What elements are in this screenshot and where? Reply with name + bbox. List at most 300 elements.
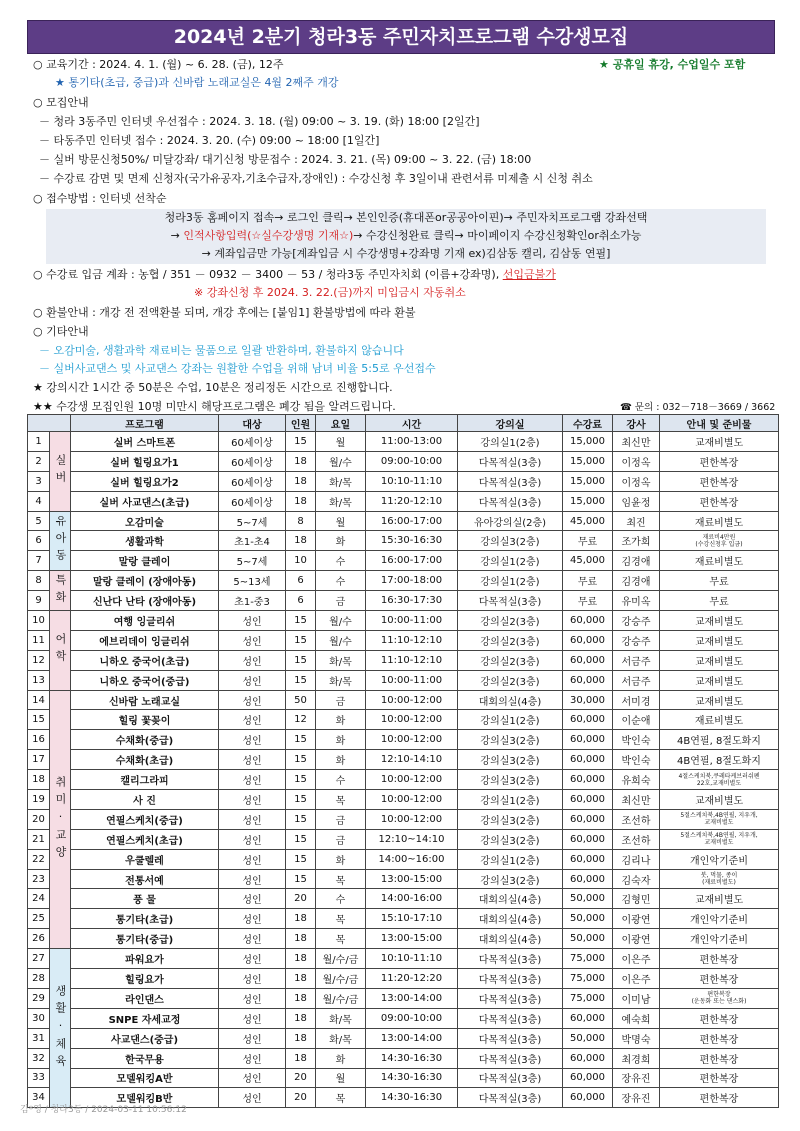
capacity: 18	[286, 969, 316, 989]
time: 14:00~16:00	[366, 849, 458, 869]
day: 수	[316, 571, 366, 591]
day: 화	[316, 849, 366, 869]
fee: 60,000	[563, 829, 613, 849]
fee: 75,000	[563, 949, 613, 969]
row-number: 17	[28, 750, 50, 770]
category-label: 취미·교양	[50, 690, 71, 949]
program-table	[27, 414, 779, 1108]
time: 16:30-17:30	[366, 591, 458, 611]
table-row	[28, 829, 779, 849]
program-name: 전통서예	[71, 869, 219, 889]
notes: 재료비별도	[660, 511, 779, 531]
day: 화/목	[316, 650, 366, 670]
notes: 4B연필, 8절도화지	[660, 730, 779, 750]
table-row	[28, 1008, 779, 1028]
day: 화/목	[316, 471, 366, 491]
guitar-note: ★ 통기타(초급, 중급)과 신바람 노래교실은 4월 2째주 개강	[55, 76, 339, 89]
target: 성인	[219, 1088, 286, 1108]
room: 대회의실(4층)	[458, 690, 563, 710]
instructor: 이광연	[613, 909, 660, 929]
time: 11:00-13:00	[366, 432, 458, 452]
program-name: 우쿨렐레	[71, 849, 219, 869]
capacity: 15	[286, 750, 316, 770]
program-name: 수채화(초급)	[71, 750, 219, 770]
row-number: 21	[28, 829, 50, 849]
row-number: 24	[28, 889, 50, 909]
target: 성인	[219, 1028, 286, 1048]
fee: 45,000	[563, 511, 613, 531]
time: 10:10-11:10	[366, 471, 458, 491]
header-blank	[28, 415, 71, 432]
capacity: 6	[286, 571, 316, 591]
day: 금	[316, 809, 366, 829]
time: 13:00-15:00	[366, 869, 458, 889]
fee: 60,000	[563, 849, 613, 869]
notes: 교재비별도	[660, 432, 779, 452]
etc-heading: ○ 기타안내	[33, 325, 89, 338]
row-number: 27	[28, 949, 50, 969]
notes: 교재비별도	[660, 690, 779, 710]
day: 화/목	[316, 491, 366, 511]
recruit-line: － 타동주민 인터넷 접수 : 2024. 3. 20. (수) 09:00 ~ 18:00 [1일간]	[39, 134, 380, 147]
target: 성인	[219, 790, 286, 810]
room: 대회의실(4층)	[458, 929, 563, 949]
recruit-heading: ○ 모집안내	[33, 96, 89, 109]
target: 성인	[219, 969, 286, 989]
fee: 60,000	[563, 611, 613, 631]
room: 강의실2(3층)	[458, 611, 563, 631]
capacity: 20	[286, 1088, 316, 1108]
fee: 45,000	[563, 551, 613, 571]
day: 목	[316, 929, 366, 949]
instructor: 서금주	[613, 650, 660, 670]
row-number: 14	[28, 690, 50, 710]
notes: 교재비별도	[660, 650, 779, 670]
header-fee: 수강료	[563, 415, 613, 432]
day: 화	[316, 1048, 366, 1068]
time: 13:00-14:00	[366, 1028, 458, 1048]
recruit-line: － 청라 3동주민 인터넷 우선접수 : 2024. 3. 18. (월) 09:00 ~ 3. 19. (화) 18:00 [2일간]	[39, 115, 480, 128]
time: 11:10-12:10	[366, 650, 458, 670]
room: 다목적실(3층)	[458, 1088, 563, 1108]
capacity: 18	[286, 471, 316, 491]
table-row	[28, 591, 779, 611]
table-row	[28, 869, 779, 889]
target: 성인	[219, 750, 286, 770]
notes: 편한복장	[660, 451, 779, 471]
instructor: 유미옥	[613, 591, 660, 611]
room: 유아강의실(2층)	[458, 511, 563, 531]
notes: 교재비별도	[660, 889, 779, 909]
header-time: 시간	[366, 415, 458, 432]
notes: 개인악기준비	[660, 849, 779, 869]
etc-line: － 오감미술, 생활과학 재료비는 물품으로 일괄 반환하며, 환불하지 않습니다	[39, 344, 404, 357]
category-label: 생활·체육	[50, 949, 71, 1108]
fee: 60,000	[563, 1088, 613, 1108]
program-name: 연필스케치(중급)	[71, 809, 219, 829]
table-row	[28, 650, 779, 670]
program-name: 캘리그라피	[71, 770, 219, 790]
room: 강의실3(2층)	[458, 730, 563, 750]
table-row	[28, 451, 779, 471]
fee: 60,000	[563, 750, 613, 770]
time: 14:30-16:30	[366, 1088, 458, 1108]
fee: 50,000	[563, 929, 613, 949]
day: 화/목	[316, 1008, 366, 1028]
table-row	[28, 491, 779, 511]
time: 10:00-11:00	[366, 670, 458, 690]
time: 16:00-17:00	[366, 511, 458, 531]
day: 월	[316, 432, 366, 452]
instructor: 박명숙	[613, 1028, 660, 1048]
apply-steps-box	[46, 209, 766, 264]
table-row	[28, 849, 779, 869]
header-target: 대상	[219, 415, 286, 432]
table-row	[28, 432, 779, 452]
instructor: 조선하	[613, 829, 660, 849]
notes: 편한복장	[660, 1068, 779, 1088]
instructor: 장유진	[613, 1068, 660, 1088]
target: 성인	[219, 1008, 286, 1028]
row-number: 8	[28, 571, 50, 591]
instructor: 김형민	[613, 889, 660, 909]
time: 10:00-11:00	[366, 611, 458, 631]
instructor: 최경희	[613, 1048, 660, 1068]
category-label: 특화	[50, 571, 71, 611]
notes: 편한복장	[660, 949, 779, 969]
program-name: 라인댄스	[71, 988, 219, 1008]
room: 다목적실(3층)	[458, 969, 563, 989]
capacity: 15	[286, 611, 316, 631]
time: 15:10-17:10	[366, 909, 458, 929]
instructor: 김경애	[613, 571, 660, 591]
header-program: 프로그램	[71, 415, 219, 432]
room: 강의실1(2층)	[458, 571, 563, 591]
instructor: 서미경	[613, 690, 660, 710]
row-number: 6	[28, 531, 50, 551]
target: 성인	[219, 829, 286, 849]
table-row	[28, 690, 779, 710]
room: 강의실2(3층)	[458, 650, 563, 670]
notes: 교재비별도	[660, 630, 779, 650]
table-body	[28, 432, 779, 1108]
time: 11:20-12:20	[366, 969, 458, 989]
time: 10:00-12:00	[366, 730, 458, 750]
day: 수	[316, 770, 366, 790]
time: 13:00-15:00	[366, 929, 458, 949]
program-name: 실버 힐링요가2	[71, 471, 219, 491]
time: 14:00-16:00	[366, 889, 458, 909]
row-number: 30	[28, 1008, 50, 1028]
notes: 재료비4만원 (수강신청후 입금)	[660, 531, 779, 551]
time: 10:00-12:00	[366, 790, 458, 810]
notes: 재료비별도	[660, 551, 779, 571]
target: 성인	[219, 1068, 286, 1088]
room: 다목적실(3층)	[458, 471, 563, 491]
day: 월/수/금	[316, 969, 366, 989]
row-number: 19	[28, 790, 50, 810]
table-row	[28, 531, 779, 551]
capacity: 18	[286, 531, 316, 551]
time: 15:30-16:30	[366, 531, 458, 551]
target: 60세이상	[219, 491, 286, 511]
time: 09:00-10:00	[366, 451, 458, 471]
target: 성인	[219, 710, 286, 730]
program-name: 실버 스마트폰	[71, 432, 219, 452]
capacity: 6	[286, 591, 316, 611]
row-number: 23	[28, 869, 50, 889]
notes: 붓, 먹물, 종이 (재료비별도)	[660, 869, 779, 889]
room: 다목적실(3층)	[458, 1048, 563, 1068]
day: 목	[316, 869, 366, 889]
recruit-line: － 실버 방문신청50%/ 미달강좌/ 대기신청 방문접수 : 2024. 3. 21. (목) 09:00 ~ 3. 22. (금) 18:00	[39, 153, 532, 166]
table-row	[28, 710, 779, 730]
room: 강의실3(2층)	[458, 770, 563, 790]
notes: 무료	[660, 571, 779, 591]
day: 목	[316, 1088, 366, 1108]
time: 14:30-16:30	[366, 1048, 458, 1068]
capacity: 18	[286, 909, 316, 929]
room: 다목적실(3층)	[458, 988, 563, 1008]
instructor: 이은주	[613, 969, 660, 989]
row-number: 18	[28, 770, 50, 790]
notes: 편한복장	[660, 969, 779, 989]
fee: 15,000	[563, 432, 613, 452]
target: 성인	[219, 670, 286, 690]
capacity: 18	[286, 1048, 316, 1068]
row-number: 15	[28, 710, 50, 730]
instructor: 장유진	[613, 1088, 660, 1108]
instructor: 유희숙	[613, 770, 660, 790]
table-row	[28, 730, 779, 750]
room: 다목적실(3층)	[458, 451, 563, 471]
notes: 편한복장	[660, 1048, 779, 1068]
table-header	[28, 415, 779, 432]
room: 강의실1(2층)	[458, 551, 563, 571]
table-row	[28, 750, 779, 770]
row-number: 20	[28, 809, 50, 829]
program-name: 니하오 중국어(초급)	[71, 650, 219, 670]
day: 월/수	[316, 611, 366, 631]
row-number: 10	[28, 611, 50, 631]
table-row	[28, 949, 779, 969]
time: 12:10-14:10	[366, 750, 458, 770]
room: 다목적실(3층)	[458, 949, 563, 969]
fee: 30,000	[563, 690, 613, 710]
day: 수	[316, 551, 366, 571]
table-row	[28, 571, 779, 591]
program-name: 신바람 노래교실	[71, 690, 219, 710]
fee: 60,000	[563, 710, 613, 730]
row-number: 22	[28, 849, 50, 869]
row-number: 11	[28, 630, 50, 650]
header-day: 요일	[316, 415, 366, 432]
program-name: 실버 힐링요가1	[71, 451, 219, 471]
time: 10:10-11:10	[366, 949, 458, 969]
time: 11:10-12:10	[366, 630, 458, 650]
fee: 무료	[563, 571, 613, 591]
recruit-line: － 수강료 감면 및 면제 신청자(국가유공자,기초수급자,장애인) : 수강신청 후 3일이내 관련서류 미제출 시 신청 취소	[39, 172, 593, 185]
room: 대회의실(4층)	[458, 909, 563, 929]
notes: 교재비별도	[660, 611, 779, 631]
time: 17:00-18:00	[366, 571, 458, 591]
instructor: 이정옥	[613, 471, 660, 491]
instructor: 임윤정	[613, 491, 660, 511]
contact-info: ☎ 문의 : 032－718－3669 / 3662	[620, 402, 776, 413]
target: 성인	[219, 988, 286, 1008]
day: 수	[316, 889, 366, 909]
capacity: 15	[286, 670, 316, 690]
fee: 60,000	[563, 630, 613, 650]
program-name: 신난다 난타 (장애아동)	[71, 591, 219, 611]
header-notes: 안내 및 준비물	[660, 415, 779, 432]
program-name: 모델워킹A반	[71, 1068, 219, 1088]
program-name: 한국무용	[71, 1048, 219, 1068]
time: 11:20-12:10	[366, 491, 458, 511]
instructor: 최진	[613, 511, 660, 531]
notes: 5절스케치북,4B연필, 지우개, 교재비별도	[660, 809, 779, 829]
day: 화	[316, 531, 366, 551]
instructor: 이미남	[613, 988, 660, 1008]
notes: 개인악기준비	[660, 909, 779, 929]
fee: 75,000	[563, 988, 613, 1008]
program-name: SNPE 자세교정	[71, 1008, 219, 1028]
table-row	[28, 471, 779, 491]
time: 16:00-17:00	[366, 551, 458, 571]
room: 강의실2(3층)	[458, 670, 563, 690]
row-number: 2	[28, 451, 50, 471]
time: 10:00-12:00	[366, 710, 458, 730]
room: 강의실3(2층)	[458, 829, 563, 849]
day: 금	[316, 829, 366, 849]
target: 성인	[219, 611, 286, 631]
time: 14:30-16:30	[366, 1068, 458, 1088]
apply-step-row: → 인적사항입력(☆실수강생명 기재☆)→ 수강신청완료 클릭→ 마이페이지 수강신청확인or취소가능	[170, 229, 642, 242]
fee: 무료	[563, 591, 613, 611]
notes: 무료	[660, 591, 779, 611]
day: 월/수/금	[316, 988, 366, 1008]
capacity: 20	[286, 889, 316, 909]
capacity: 18	[286, 988, 316, 1008]
day: 화/목	[316, 1028, 366, 1048]
target: 성인	[219, 849, 286, 869]
program-name: 실버 사교댄스(초급)	[71, 491, 219, 511]
target: 5~13세	[219, 571, 286, 591]
fee: 60,000	[563, 869, 613, 889]
capacity: 18	[286, 929, 316, 949]
notes: 편한복장	[660, 471, 779, 491]
program-name: 연필스케치(초급)	[71, 829, 219, 849]
notes: 4B연필, 8절도화지	[660, 750, 779, 770]
day: 화	[316, 710, 366, 730]
fee: 60,000	[563, 650, 613, 670]
fee: 50,000	[563, 889, 613, 909]
room: 다목적실(3층)	[458, 1008, 563, 1028]
notes: 편한복장 (운동화 또는 댄스화)	[660, 988, 779, 1008]
fee: 15,000	[563, 451, 613, 471]
target: 성인	[219, 909, 286, 929]
row-number: 16	[28, 730, 50, 750]
notes: 편한복장	[660, 491, 779, 511]
instructor: 최신만	[613, 432, 660, 452]
fee: 60,000	[563, 790, 613, 810]
target: 성인	[219, 650, 286, 670]
fee: 60,000	[563, 1068, 613, 1088]
fee: 60,000	[563, 1008, 613, 1028]
table-row	[28, 988, 779, 1008]
fee: 60,000	[563, 670, 613, 690]
table-row	[28, 770, 779, 790]
row-number: 26	[28, 929, 50, 949]
capacity: 12	[286, 710, 316, 730]
method-heading: ○ 접수방법 : 인터넷 선착순	[33, 192, 167, 205]
fee: 15,000	[563, 491, 613, 511]
instructor: 박인숙	[613, 730, 660, 750]
category-label: 실버	[50, 432, 71, 512]
target: 성인	[219, 869, 286, 889]
instructor: 김경애	[613, 551, 660, 571]
day: 금	[316, 690, 366, 710]
target: 60세이상	[219, 471, 286, 491]
instructor: 강승주	[613, 611, 660, 631]
capacity: 15	[286, 630, 316, 650]
day: 월/수/금	[316, 949, 366, 969]
table-row	[28, 790, 779, 810]
program-name: 풍 물	[71, 889, 219, 909]
instructor: 김리나	[613, 849, 660, 869]
program-name: 힐링요가	[71, 969, 219, 989]
program-name: 통기타(중급)	[71, 929, 219, 949]
target: 성인	[219, 809, 286, 829]
capacity: 15	[286, 650, 316, 670]
row-number: 32	[28, 1048, 50, 1068]
row-number: 25	[28, 909, 50, 929]
day: 화/목	[316, 670, 366, 690]
room: 강의실1(2층)	[458, 790, 563, 810]
time: 10:00-12:00	[366, 690, 458, 710]
print-footer: 김*영 / 청라3동 / 2024-03-11 10:56:12	[20, 1105, 187, 1115]
notes: 교재비별도	[660, 670, 779, 690]
room: 다목적실(3층)	[458, 591, 563, 611]
program-name: 파워요가	[71, 949, 219, 969]
fee: 75,000	[563, 969, 613, 989]
row-number: 5	[28, 511, 50, 531]
capacity: 15	[286, 849, 316, 869]
note-line: ★★ 수강생 모집인원 10명 미만시 해당프로그램은 폐강 됨을 알려드립니다.	[33, 400, 396, 413]
capacity: 15	[286, 790, 316, 810]
day: 목	[316, 790, 366, 810]
table-row	[28, 551, 779, 571]
notes: 편한복장	[660, 1088, 779, 1108]
fee: 60,000	[563, 770, 613, 790]
fee: 50,000	[563, 909, 613, 929]
note-line: ★ 강의시간 1시간 중 50분은 수업, 10분은 정리정돈 시간으로 진행합니다.	[33, 381, 393, 394]
instructor: 예숙희	[613, 1008, 660, 1028]
table-row	[28, 670, 779, 690]
capacity: 18	[286, 1008, 316, 1028]
header-capacity: 인원	[286, 415, 316, 432]
row-number: 34	[28, 1088, 50, 1108]
room: 강의실2(3층)	[458, 630, 563, 650]
time: 12:10~14:10	[366, 829, 458, 849]
etc-line: － 실버사교댄스 및 사교댄스 강좌는 원활한 수업을 위해 남녀 비율 5:5로 우선접수	[39, 362, 436, 375]
time: 09:00-10:00	[366, 1008, 458, 1028]
row-number: 29	[28, 988, 50, 1008]
fee-line: ○ 수강료 입금 계좌 : 농협 / 351 － 0932 － 3400 － 53 / 청라3동 주민자치회 (이름+강좌명), 선입금불가	[33, 268, 556, 281]
program-name: 사 진	[71, 790, 219, 810]
time: 10:00-12:00	[366, 770, 458, 790]
table-row	[28, 889, 779, 909]
